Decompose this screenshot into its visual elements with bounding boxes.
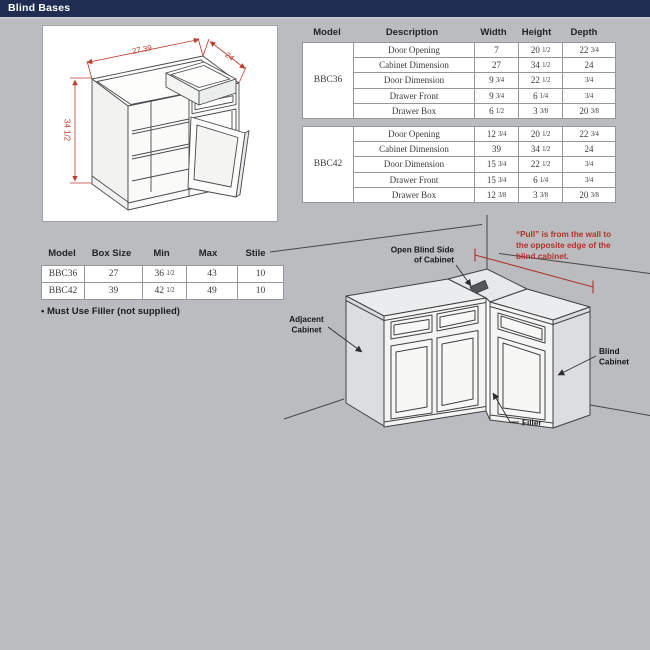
dim-depth-label: 24 <box>223 50 236 63</box>
model-cell: BBC42 <box>42 283 85 300</box>
open-blind-side-label: of Cabinet <box>413 255 454 265</box>
adjacent-cabinet-label: Cabinet <box>291 325 322 335</box>
width-cell: 9 3/4 <box>475 88 519 103</box>
depth-cell: 3/4 <box>563 172 616 187</box>
pull-note-line: blind cabinet. <box>516 252 569 261</box>
page-title: Blind Bases <box>8 2 71 14</box>
filler-label: Filler <box>522 418 542 428</box>
height-cell: 22 1/2 <box>519 73 563 88</box>
pull-note-line: the opposite edge of the <box>516 241 611 250</box>
adjacent-cabinet-side <box>346 296 384 426</box>
depth-cell: 22 3/4 <box>563 127 616 142</box>
width-cell: 12 3/8 <box>475 187 519 202</box>
desc-cell: Drawer Box <box>354 103 475 118</box>
table-row <box>303 43 616 58</box>
cabinet-isometric-drawing <box>43 26 277 221</box>
model-cell: BBC36 <box>42 266 85 283</box>
height-cell: 34 1/2 <box>519 142 563 157</box>
width-cell: 15 3/4 <box>475 172 519 187</box>
height-cell: 20 1/2 <box>519 43 563 58</box>
height-cell: 34 1/2 <box>519 58 563 73</box>
col-stile: Stile <box>245 248 266 259</box>
table-row <box>42 266 284 283</box>
depth-cell: 3/4 <box>563 73 616 88</box>
col-height: Height <box>521 27 552 38</box>
spec-table-bbc42 <box>302 126 616 203</box>
height-cell: 20 1/2 <box>519 127 563 142</box>
desc-cell: Drawer Box <box>354 187 475 202</box>
desc-cell: Cabinet Dimension <box>354 142 475 157</box>
width-cell: 7 <box>475 43 519 58</box>
corner-installation-illustration <box>270 215 650 450</box>
height-cell: 3 3/8 <box>519 187 563 202</box>
col-description: Description <box>385 27 439 38</box>
size-table <box>41 265 284 300</box>
col-max: Max <box>198 248 218 259</box>
desc-cell: Drawer Front <box>354 88 475 103</box>
height-cell: 3 3/8 <box>519 103 563 118</box>
blind-cabinet-side <box>553 307 590 428</box>
col-depth: Depth <box>570 27 598 38</box>
desc-cell: Door Opening <box>354 43 475 58</box>
cabinet-drawing-panel <box>42 25 278 222</box>
col-model: Model <box>313 27 341 38</box>
blind-cabinet-label: Blind <box>599 347 620 356</box>
depth-cell: 24 <box>563 142 616 157</box>
height-cell: 22 1/2 <box>519 157 563 172</box>
desc-cell: Door Dimension <box>354 157 475 172</box>
width-cell: 15 3/4 <box>475 157 519 172</box>
stile-cell: 10 <box>238 283 284 300</box>
min-cell: 42 1/2 <box>143 283 187 300</box>
model-cell: BBC36 <box>303 43 354 119</box>
open-blind-side-label: Open Blind Side <box>390 245 454 255</box>
table-row <box>42 283 284 300</box>
depth-cell: 20 3/8 <box>563 103 616 118</box>
dim-height-label: 34 1/2 <box>62 118 72 142</box>
spec-table-header <box>302 27 610 38</box>
pull-note <box>516 230 611 261</box>
desc-cell: Door Dimension <box>354 73 475 88</box>
col-min: Min <box>153 248 170 259</box>
dim-width-label: 27.39 <box>131 43 153 56</box>
filler-strip <box>486 298 490 420</box>
depth-cell: 20 3/8 <box>563 187 616 202</box>
model-cell: BBC42 <box>303 127 354 203</box>
max-cell: 49 <box>187 283 238 300</box>
depth-cell: 24 <box>563 58 616 73</box>
desc-cell: Door Opening <box>354 127 475 142</box>
min-cell: 36 1/2 <box>143 266 187 283</box>
stile-cell: 10 <box>238 266 284 283</box>
height-cell: 6 1/4 <box>519 172 563 187</box>
cabinet-outline <box>92 56 249 210</box>
col-box-size: Box Size <box>91 248 132 259</box>
col-width: Width <box>480 27 507 38</box>
blind-cabinet-label: Cabinet <box>599 357 630 367</box>
width-cell: 6 1/2 <box>475 103 519 118</box>
box-size-cell: 39 <box>85 283 143 300</box>
cabinets <box>346 269 590 428</box>
spec-table-bbc36 <box>302 42 616 119</box>
table-row <box>303 127 616 142</box>
depth-cell: 3/4 <box>563 157 616 172</box>
depth-cell: 3/4 <box>563 88 616 103</box>
page-header <box>0 0 650 19</box>
size-table-header <box>41 248 278 259</box>
width-cell: 12 3/4 <box>475 127 519 142</box>
height-cell: 6 1/4 <box>519 88 563 103</box>
max-cell: 43 <box>187 266 238 283</box>
col-model: Model <box>48 248 76 259</box>
width-cell: 39 <box>475 142 519 157</box>
desc-cell: Cabinet Dimension <box>354 58 475 73</box>
width-cell: 9 3/4 <box>475 73 519 88</box>
desc-cell: Drawer Front <box>354 172 475 187</box>
filler-note: • Must Use Filler (not supplied) <box>41 306 180 317</box>
box-size-cell: 27 <box>85 266 143 283</box>
width-cell: 27 <box>475 58 519 73</box>
adjacent-cabinet-label: Adjacent <box>289 315 324 324</box>
depth-cell: 22 3/4 <box>563 43 616 58</box>
pull-note-line: “Pull” is from the wall to <box>516 230 612 239</box>
